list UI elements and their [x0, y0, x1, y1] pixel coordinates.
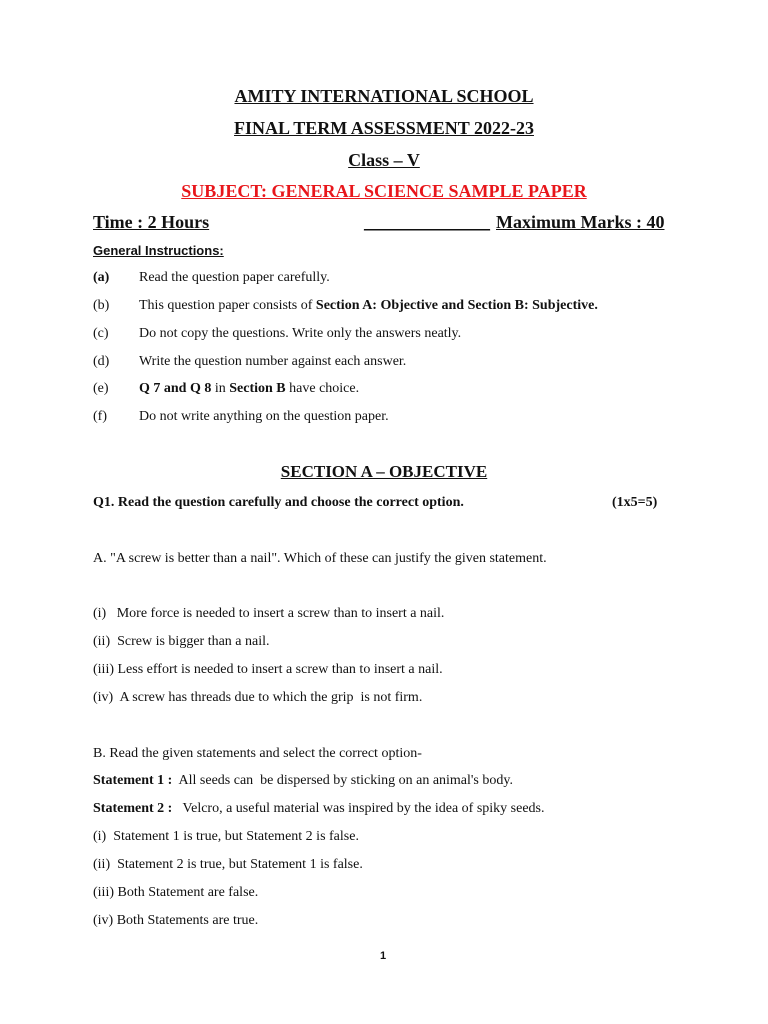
instruction-text: Read the question paper carefully.	[139, 270, 330, 285]
page-number: 1	[380, 950, 387, 962]
assessment-title: FINAL TERM ASSESSMENT 2022-23	[234, 118, 534, 138]
instruction-text: Write the question number against each answer.	[139, 354, 407, 369]
option: (ii) Statement 2 is true, but Statement 1 is false.	[93, 857, 363, 872]
instruction-text: Q 7 and Q 8 in Section B have choice.	[139, 381, 360, 396]
instructions-title: General Instructions:	[93, 243, 224, 258]
option: (iv) Both Statements are true.	[93, 913, 259, 928]
statement-1: Statement 1 : All seeds can be dispersed by sticking on an animal's body.	[93, 773, 513, 788]
question-a: A. "A screw is better than a nail". Which of these can justify the given statement.	[93, 551, 547, 566]
question-b: B. Read the given statements and select the correct option-	[93, 746, 422, 761]
instruction-label: (d)	[93, 354, 110, 369]
option: (i) More force is needed to insert a screw than to insert a nail.	[93, 606, 445, 621]
instruction-text: This question paper consists of Section A: Objective and Section B: Subjective.	[139, 298, 598, 313]
time-label: Time : 2 Hours	[93, 212, 210, 232]
section-a-title: SECTION A – OBJECTIVE	[280, 462, 488, 481]
option: (iv) A screw has threads due to which the grip is not firm.	[93, 690, 423, 705]
school-name: AMITY INTERNATIONAL SCHOOL	[234, 86, 534, 106]
option: (iii) Less effort is needed to insert a screw than to insert a nail.	[93, 662, 443, 677]
max-marks: Maximum Marks : 40	[496, 212, 665, 232]
statement-2: Statement 2 : Velcro, a useful material was inspired by the idea of spiky seeds.	[93, 801, 545, 816]
instruction-label: (f)	[93, 409, 107, 424]
instruction-label: (e)	[93, 381, 109, 396]
instruction-label: (c)	[93, 326, 109, 341]
option: (i) Statement 1 is true, but Statement 2 is false.	[93, 829, 359, 844]
instruction-label: (b)	[93, 298, 110, 313]
instruction-text: Do not write anything on the question paper.	[139, 409, 389, 424]
option: (ii) Screw is bigger than a nail.	[93, 634, 270, 649]
q1-marks: (1x5=5)	[612, 495, 658, 510]
subject-title: SUBJECT: GENERAL SCIENCE SAMPLE PAPER	[181, 181, 587, 201]
instruction-text: Do not copy the questions. Write only the answers neatly.	[139, 326, 462, 341]
class-label: Class – V	[348, 150, 420, 170]
instruction-label: (a)	[93, 270, 110, 285]
blank-line: ______________	[364, 212, 490, 232]
option: (iii) Both Statement are false.	[93, 885, 259, 900]
q1-text: Q1. Read the question carefully and choose the correct option.	[93, 495, 464, 510]
